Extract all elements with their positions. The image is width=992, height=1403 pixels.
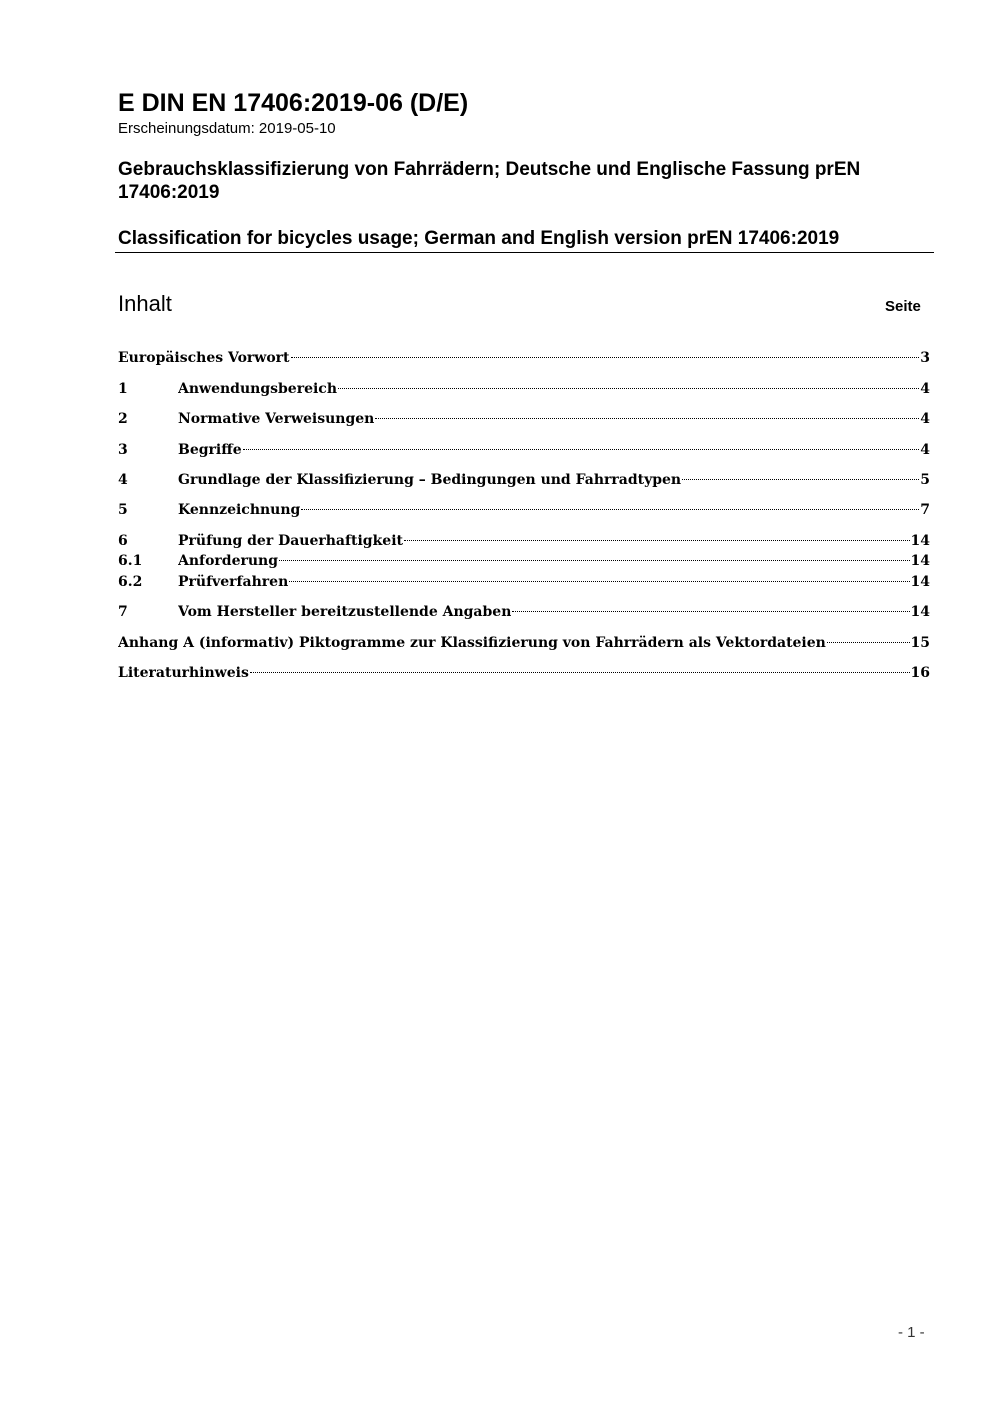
toc-entry-page: 14 bbox=[910, 533, 930, 549]
toc-entry-page: 4 bbox=[920, 442, 930, 458]
toc-entry-title: Begriffe bbox=[178, 442, 242, 458]
toc-entry-title: Prüfung der Dauerhaftigkeit bbox=[178, 533, 403, 549]
toc-entry-title: Anforderung bbox=[178, 553, 278, 569]
toc-entry-title: Normative Verweisungen bbox=[178, 411, 375, 427]
toc-entry-4[interactable] bbox=[118, 470, 930, 490]
toc-entry-title: Vom Hersteller bereitzustellende Angaben bbox=[178, 604, 512, 620]
toc-entry-number: 3 bbox=[118, 442, 128, 458]
toc-leader bbox=[289, 581, 909, 582]
toc-entry-6-1[interactable] bbox=[118, 551, 930, 571]
toc-entry-page: 4 bbox=[920, 381, 930, 397]
toc-entry-number: 2 bbox=[118, 411, 128, 427]
toc-entry-page: 4 bbox=[920, 411, 930, 427]
toc-entry-page: 15 bbox=[910, 635, 930, 651]
toc-entry-foreword[interactable] bbox=[118, 348, 930, 368]
toc-entry-title: Prüfverfahren bbox=[178, 574, 289, 590]
title-english: Classification for bicycles usage; German and English version prEN 17406:2019 bbox=[118, 228, 840, 249]
toc-entry-title: Grundlage der Klassifizierung – Bedingungen und Fahrradtypen bbox=[178, 472, 682, 488]
toc-entry-1[interactable] bbox=[118, 379, 930, 399]
toc-leader bbox=[404, 540, 910, 541]
publication-date: Erscheinungsdatum: 2019-05-10 bbox=[118, 120, 336, 137]
toc-entry-number: 4 bbox=[118, 472, 128, 488]
toc-entry-page: 14 bbox=[910, 604, 930, 620]
toc-entry-number: 6.2 bbox=[118, 574, 143, 590]
toc-leader bbox=[682, 479, 919, 480]
toc-entry-page: 16 bbox=[910, 665, 930, 681]
toc-entry-page: 14 bbox=[910, 553, 930, 569]
toc-entry-5[interactable] bbox=[118, 500, 930, 520]
page-number: - 1 - bbox=[898, 1324, 925, 1341]
toc-entry-6-2[interactable] bbox=[118, 572, 930, 592]
toc-entry-number: 1 bbox=[118, 381, 128, 397]
toc-entry-number: 6 bbox=[118, 533, 128, 549]
toc-leader bbox=[243, 449, 920, 450]
toc-entry-number: 5 bbox=[118, 502, 128, 518]
toc-entry-6[interactable] bbox=[118, 531, 930, 551]
toc-entry-page: 5 bbox=[920, 472, 930, 488]
toc-entry-annex-a[interactable] bbox=[118, 633, 930, 653]
toc-leader bbox=[279, 560, 910, 561]
toc-entry-number: 7 bbox=[118, 604, 128, 620]
toc-leader bbox=[301, 509, 919, 510]
toc-entry-7[interactable] bbox=[118, 602, 930, 622]
toc-entry-bibliography[interactable] bbox=[118, 663, 930, 683]
toc-leader bbox=[827, 642, 910, 643]
toc-entry-3[interactable] bbox=[118, 440, 930, 460]
toc-heading: Inhalt bbox=[118, 291, 172, 316]
toc-entry-title: Anhang A (informativ) Piktogramme zur Klassifizierung von Fahrrädern als Vektordateien bbox=[118, 635, 826, 651]
toc-page-column-label: Seite bbox=[885, 298, 921, 315]
toc-leader bbox=[375, 418, 919, 419]
toc-entry-title: Europäisches Vorwort bbox=[118, 350, 290, 366]
header-divider bbox=[115, 252, 934, 253]
toc-leader bbox=[291, 357, 920, 358]
toc-entry-number: 6.1 bbox=[118, 553, 143, 569]
toc-entry-title: Anwendungsbereich bbox=[178, 381, 337, 397]
toc-entry-page: 14 bbox=[910, 574, 930, 590]
toc-entry-title: Literaturhinweis bbox=[118, 665, 249, 681]
toc-entry-2[interactable] bbox=[118, 409, 930, 429]
toc-entry-page: 3 bbox=[920, 350, 930, 366]
document-id: E DIN EN 17406:2019-06 (D/E) bbox=[118, 89, 469, 117]
toc-leader bbox=[512, 611, 909, 612]
toc-leader bbox=[250, 672, 910, 673]
toc-entry-title: Kennzeichnung bbox=[178, 502, 301, 518]
toc-leader bbox=[338, 388, 919, 389]
title-german: Gebrauchsklassifizierung von Fahrrädern; Deutsche und Englische Fassung prEN 17406:2019 bbox=[118, 159, 861, 203]
toc-entry-page: 7 bbox=[920, 502, 930, 518]
